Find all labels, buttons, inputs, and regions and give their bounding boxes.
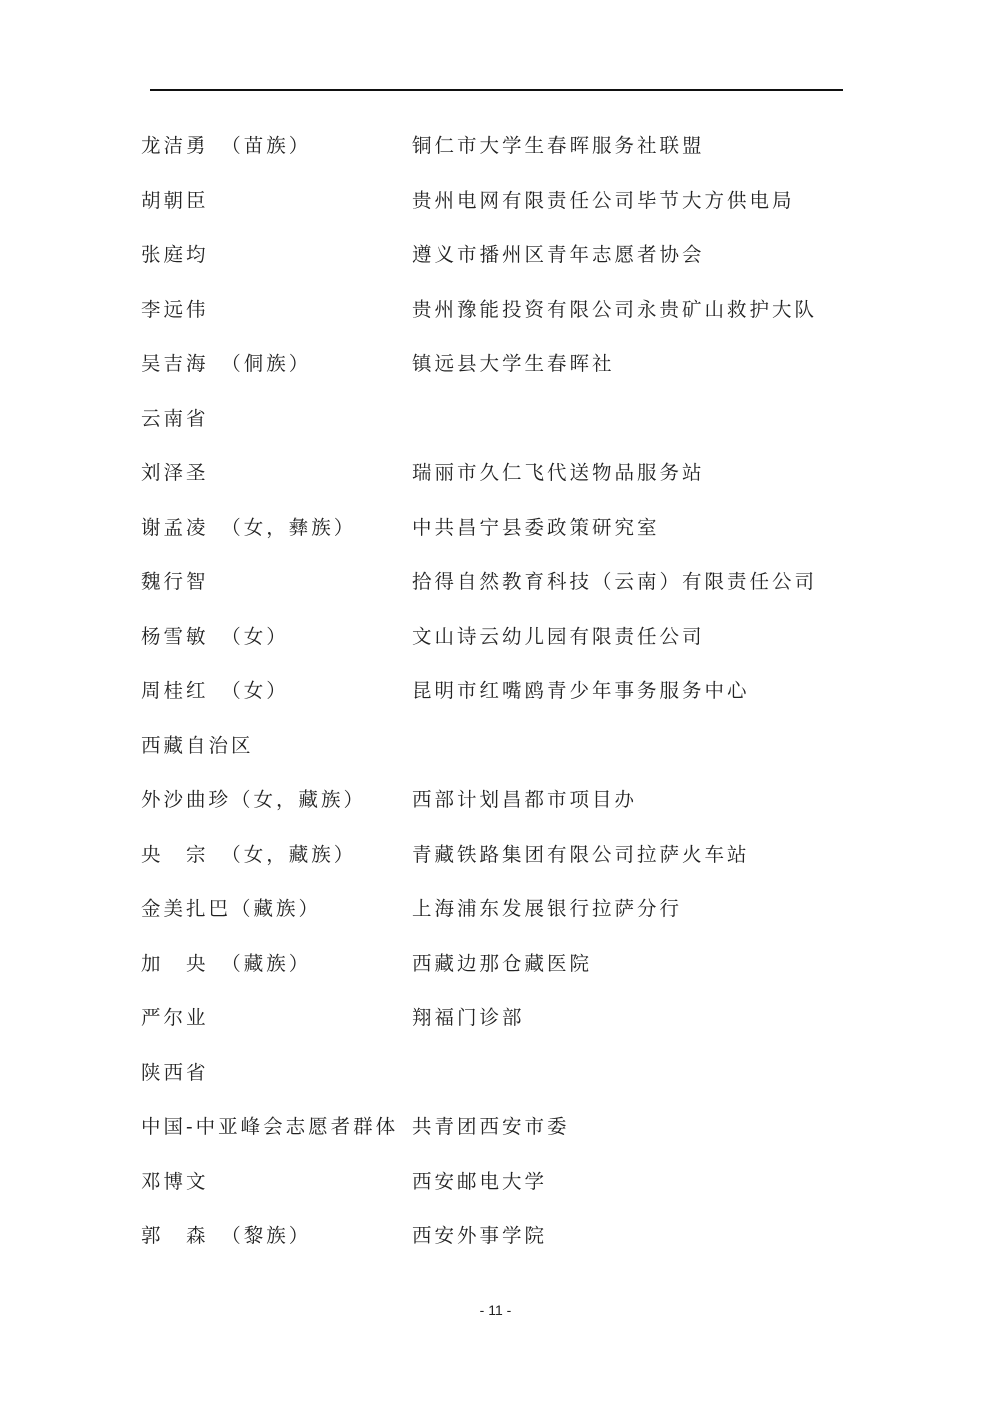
honoree-name: 外沙曲珍（女，藏族）	[141, 788, 367, 811]
honoree-list	[141, 119, 841, 1264]
honoree-organization: 中共昌宁县委政策研究室	[412, 515, 660, 539]
honoree-organization: 遵义市播州区青年志愿者协会	[412, 243, 705, 266]
list-item	[141, 446, 841, 501]
honoree-name: 严尔业	[141, 1006, 209, 1029]
list-item	[141, 991, 841, 1046]
honoree-organization: 昆明市红嘴鸥青少年事务服务中心	[412, 679, 750, 702]
honoree-organization: 文山诗云幼儿园有限责任公司	[412, 624, 705, 648]
honoree-organization: 贵州豫能投资有限公司永贵矿山救护大队	[412, 297, 818, 321]
honoree-organization: 西藏边那仓藏医院	[412, 951, 593, 975]
honoree-name: 张庭均	[141, 243, 209, 266]
list-item	[141, 337, 841, 392]
honoree-name: 刘泽圣	[141, 461, 209, 484]
honoree-organization: 共青团西安市委	[412, 1115, 570, 1138]
honoree-name: 魏行智	[141, 570, 209, 593]
honoree-name: 加 央 （藏族）	[141, 951, 312, 975]
honoree-organization: 镇远县大学生春晖社	[412, 352, 615, 375]
list-item	[141, 283, 841, 338]
honoree-name: 龙洁勇 （苗族）	[141, 134, 312, 157]
honoree-organization: 西安邮电大学	[412, 1169, 548, 1193]
list-item	[141, 773, 841, 828]
honoree-name: 金美扎巴（藏族）	[141, 897, 322, 920]
section-heading-shaanxi	[141, 1046, 841, 1101]
list-item	[141, 174, 841, 229]
section-heading-label: 陕西省	[141, 1060, 209, 1084]
honoree-organization: 西安外事学院	[412, 1224, 548, 1247]
honoree-name: 杨雪敏 （女）	[141, 624, 289, 648]
honoree-organization: 西部计划昌都市项目办	[412, 788, 638, 811]
list-item	[141, 228, 841, 283]
honoree-name: 郭 森 （黎族）	[141, 1224, 312, 1247]
honoree-organization: 上海浦东发展银行拉萨分行	[412, 897, 683, 920]
section-heading-label: 西藏自治区	[141, 733, 254, 757]
honoree-name: 吴吉海 （侗族）	[141, 352, 312, 375]
honoree-organization: 贵州电网有限责任公司毕节大方供电局	[412, 188, 795, 212]
honoree-organization: 青藏铁路集团有限公司拉萨火车站	[412, 842, 750, 866]
list-item	[141, 119, 841, 174]
list-item	[141, 610, 841, 665]
honoree-name: 周桂红 （女）	[141, 679, 289, 702]
list-item	[141, 555, 841, 610]
list-item	[141, 882, 841, 937]
honoree-organization: 瑞丽市久仁飞代送物品服务站	[412, 461, 705, 484]
list-item	[141, 1209, 841, 1264]
list-item	[141, 828, 841, 883]
list-item	[141, 501, 841, 556]
honoree-organization: 翔福门诊部	[412, 1006, 525, 1029]
honoree-organization: 铜仁市大学生春晖服务社联盟	[412, 134, 705, 157]
honoree-name: 李远伟	[141, 297, 209, 321]
list-item	[141, 937, 841, 992]
page-number: - 11 -	[479, 1302, 512, 1318]
list-item	[141, 1155, 841, 1210]
honoree-name: 胡朝臣	[141, 188, 209, 212]
honoree-name: 邓博文	[141, 1169, 209, 1193]
section-heading-label: 云南省	[141, 406, 209, 430]
honoree-organization: 拾得自然教育科技（云南）有限责任公司	[412, 570, 818, 593]
section-heading-tibet	[141, 719, 841, 774]
honoree-name: 中国-中亚峰会志愿者群体	[141, 1115, 399, 1138]
header-rule	[150, 89, 843, 91]
section-heading-yunnan	[141, 392, 841, 447]
list-item	[141, 1100, 841, 1155]
list-item	[141, 664, 841, 719]
honoree-name: 谢孟凌 （女，彝族）	[141, 515, 357, 539]
honoree-name: 央 宗 （女，藏族）	[141, 842, 357, 866]
